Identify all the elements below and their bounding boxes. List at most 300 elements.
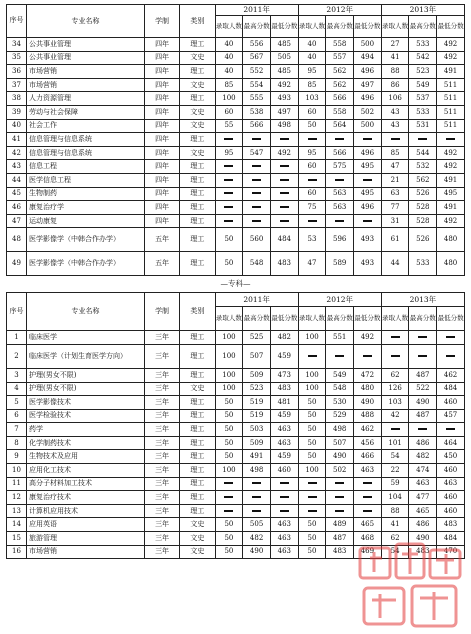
cell-seq: 48	[7, 228, 27, 252]
cell-2013-enrolled: 43	[381, 105, 409, 119]
cell-system: 四年	[144, 146, 179, 160]
cell-category: 文史	[180, 51, 215, 65]
header-enrolled: 录取人数	[381, 16, 409, 38]
dash-mark	[280, 510, 289, 512]
cell-system: 四年	[144, 78, 179, 92]
header-enrolled: 录取人数	[381, 307, 409, 331]
cell-2012-max: 549	[326, 368, 354, 382]
dash-mark	[335, 138, 344, 140]
dash-mark	[280, 192, 289, 194]
cell-2012-min: 462	[354, 423, 382, 437]
cell-2011-enrolled: 60	[215, 105, 243, 119]
table-row	[7, 119, 465, 133]
cell-2011-enrolled	[215, 214, 243, 228]
cell-2013-min: 511	[437, 78, 465, 92]
table-row	[7, 477, 465, 491]
cell-2012-max: 589	[326, 252, 354, 276]
dash-mark	[224, 496, 233, 498]
cell-2011-min: 482	[270, 331, 298, 345]
cell-2013-max: 531	[409, 119, 437, 133]
cell-2011-enrolled: 50	[215, 545, 243, 559]
cell-2013-enrolled: 85	[381, 146, 409, 160]
cell-2011-min: 484	[270, 228, 298, 252]
cell-seq: 1	[7, 331, 27, 345]
cell-2011-min: 492	[270, 146, 298, 160]
cell-2012-max: 548	[326, 382, 354, 396]
cell-2013-min	[437, 133, 465, 147]
cell-2012-enrolled: 60	[298, 187, 326, 201]
cell-2011-max: 498	[243, 464, 271, 478]
cell-2011-min	[270, 504, 298, 518]
cell-2013-min: 492	[437, 214, 465, 228]
cell-2012-min: 456	[354, 436, 382, 450]
cell-2012-min	[354, 133, 382, 147]
cell-2013-min	[437, 423, 465, 437]
cell-2012-max: 490	[326, 450, 354, 464]
table-row	[7, 504, 465, 518]
cell-2011-min: 485	[270, 38, 298, 52]
cell-system: 三年	[144, 368, 179, 382]
cell-2012-min: 493	[354, 252, 382, 276]
cell-seq: 7	[7, 423, 27, 437]
section-separator: —专科—	[220, 279, 251, 289]
table-row	[7, 105, 465, 119]
cell-system: 四年	[144, 65, 179, 79]
cell-2011-min	[270, 477, 298, 491]
header-category: 类别	[180, 5, 215, 38]
cell-2013-min: 450	[437, 450, 465, 464]
cell-2013-max: 474	[409, 464, 437, 478]
cell-seq: 46	[7, 201, 27, 215]
cell-2013-enrolled: 103	[381, 396, 409, 410]
cell-2012-max: 596	[326, 228, 354, 252]
cell-category: 理工	[180, 396, 215, 410]
cell-2011-enrolled: 100	[215, 464, 243, 478]
cell-2012-enrolled: 100	[298, 464, 326, 478]
cell-system: 四年	[144, 119, 179, 133]
cell-2013-max: 533	[409, 252, 437, 276]
cell-2011-enrolled	[215, 133, 243, 147]
cell-2013-min: 462	[437, 368, 465, 382]
cell-2011-max: 538	[243, 105, 271, 119]
cell-2013-max: 486	[409, 518, 437, 532]
cell-2013-enrolled: 31	[381, 214, 409, 228]
cell-2012-enrolled: 75	[298, 201, 326, 215]
cell-2012-enrolled	[298, 214, 326, 228]
cell-2013-max: 465	[409, 504, 437, 518]
dash-mark	[224, 192, 233, 194]
dash-mark	[335, 355, 344, 357]
cell-2011-min	[270, 160, 298, 174]
cell-2011-min: 483	[270, 252, 298, 276]
cell-2013-min: 484	[437, 532, 465, 546]
cell-system: 三年	[144, 344, 179, 368]
cell-2013-max: 562	[409, 173, 437, 187]
header-system: 学制	[144, 5, 179, 38]
cell-2012-min: 463	[354, 464, 382, 478]
header-min-score: 最低分数	[437, 16, 465, 38]
cell-major: 护理(男女不限)	[27, 382, 145, 396]
table-row	[7, 532, 465, 546]
cell-2013-enrolled: 106	[381, 92, 409, 106]
dash-mark	[280, 496, 289, 498]
cell-2012-max: 563	[326, 187, 354, 201]
header-max-score: 最高分数	[243, 16, 271, 38]
dash-mark	[252, 192, 261, 194]
dash-mark	[418, 428, 427, 430]
cell-2012-min	[354, 344, 382, 368]
cell-system: 四年	[144, 214, 179, 228]
cell-2013-min: 492	[437, 51, 465, 65]
cell-category: 理工	[180, 423, 215, 437]
cell-major: 公共事业管理	[27, 51, 145, 65]
cell-2011-enrolled	[215, 160, 243, 174]
cell-category: 理工	[180, 252, 215, 276]
cell-2013-enrolled: 62	[381, 532, 409, 546]
cell-2012-max: 487	[326, 532, 354, 546]
cell-2013-max: 533	[409, 105, 437, 119]
cell-2012-min: 469	[354, 545, 382, 559]
table-row	[7, 423, 465, 437]
cell-major: 医学检验技术	[27, 409, 145, 423]
cell-2011-max: 556	[243, 38, 271, 52]
header-year-2012: 2012年	[298, 5, 381, 16]
table-row	[7, 382, 465, 396]
cell-2012-enrolled	[298, 504, 326, 518]
page	[6, 4, 465, 559]
cell-2013-min: 460	[437, 504, 465, 518]
header-max-score: 最高分数	[409, 16, 437, 38]
cell-2011-max: 525	[243, 331, 271, 345]
cell-2013-min: 491	[437, 201, 465, 215]
cell-2012-min: 465	[354, 518, 382, 532]
cell-2011-max: 509	[243, 368, 271, 382]
dash-mark	[335, 179, 344, 181]
cell-seq: 10	[7, 464, 27, 478]
cell-category: 理工	[180, 331, 215, 345]
cell-system: 三年	[144, 450, 179, 464]
cell-2011-min: 463	[270, 423, 298, 437]
cell-2012-min: 496	[354, 92, 382, 106]
cell-2011-min: 459	[270, 409, 298, 423]
cell-major: 市场营销	[27, 78, 145, 92]
cell-system: 四年	[144, 51, 179, 65]
cell-2011-max: 566	[243, 119, 271, 133]
cell-major: 临床医学（计划生育医学方向）	[27, 344, 145, 368]
cell-2013-min: 480	[437, 228, 465, 252]
cell-2012-min: 496	[354, 201, 382, 215]
cell-2013-min: 460	[437, 396, 465, 410]
table-row	[7, 146, 465, 160]
cell-2012-min	[354, 477, 382, 491]
cell-category: 理工	[180, 368, 215, 382]
cell-2013-max: 528	[409, 201, 437, 215]
cell-system: 三年	[144, 436, 179, 450]
cell-2013-min: 483	[437, 518, 465, 532]
dash-mark	[446, 138, 455, 140]
cell-seq: 8	[7, 436, 27, 450]
cell-system: 五年	[144, 252, 179, 276]
dash-mark	[280, 206, 289, 208]
cell-seq: 36	[7, 65, 27, 79]
cell-system: 四年	[144, 105, 179, 119]
cell-2012-min: 488	[354, 409, 382, 423]
cell-major: 公共事业管理	[27, 38, 145, 52]
cell-2013-max: 533	[409, 38, 437, 52]
cell-category: 理工	[180, 436, 215, 450]
cell-system: 三年	[144, 423, 179, 437]
dash-mark	[363, 179, 372, 181]
dash-mark	[418, 336, 427, 338]
cell-2013-max	[409, 344, 437, 368]
cell-2011-max	[243, 133, 271, 147]
cell-2011-enrolled: 100	[215, 344, 243, 368]
cell-seq: 9	[7, 450, 27, 464]
cell-2011-max: 519	[243, 396, 271, 410]
cell-2013-min: 457	[437, 409, 465, 423]
cell-category: 文史	[180, 382, 215, 396]
dash-mark	[224, 165, 233, 167]
cell-major: 护理(男女不限)	[27, 368, 145, 382]
dash-mark	[224, 206, 233, 208]
cell-category: 理工	[180, 228, 215, 252]
cell-2011-min: 459	[270, 450, 298, 464]
dash-mark	[363, 220, 372, 222]
cell-major: 劳动与社会保障	[27, 105, 145, 119]
dash-mark	[252, 510, 261, 512]
cell-seq: 2	[7, 344, 27, 368]
cell-category: 文史	[180, 119, 215, 133]
cell-2011-enrolled: 50	[215, 396, 243, 410]
cell-2012-enrolled: 50	[298, 396, 326, 410]
dash-mark	[224, 510, 233, 512]
cell-2013-enrolled: 63	[381, 187, 409, 201]
cell-2012-enrolled: 50	[298, 409, 326, 423]
header-enrolled: 录取人数	[215, 307, 243, 331]
cell-2013-max: 487	[409, 409, 437, 423]
dash-mark	[252, 482, 261, 484]
table-row	[7, 187, 465, 201]
cell-seq: 11	[7, 477, 27, 491]
cell-2012-enrolled	[298, 344, 326, 368]
cell-2013-min: 460	[437, 464, 465, 478]
header-year-2013: 2013年	[381, 293, 464, 307]
header-max-score: 最高分数	[326, 307, 354, 331]
cell-major: 医学信息工程	[27, 173, 145, 187]
table-row	[7, 545, 465, 559]
cell-2013-max: 483	[409, 545, 437, 559]
cell-2013-min: 463	[437, 477, 465, 491]
cell-2012-enrolled: 95	[298, 146, 326, 160]
cell-2013-enrolled: 88	[381, 65, 409, 79]
cell-2012-max	[326, 214, 354, 228]
table-body	[7, 331, 465, 559]
cell-2011-min: 498	[270, 119, 298, 133]
cell-2012-max: 489	[326, 518, 354, 532]
dash-mark	[418, 138, 427, 140]
cell-major: 康复治疗技术	[27, 491, 145, 505]
cell-2011-enrolled: 50	[215, 518, 243, 532]
cell-2011-max	[243, 187, 271, 201]
cell-system: 三年	[144, 382, 179, 396]
cell-2011-min: 463	[270, 518, 298, 532]
cell-seq: 39	[7, 105, 27, 119]
table-row	[7, 201, 465, 215]
cell-2011-min: 473	[270, 368, 298, 382]
cell-category: 理工	[180, 201, 215, 215]
cell-2013-max: 532	[409, 160, 437, 174]
cell-2011-min: 481	[270, 396, 298, 410]
cell-2011-max: 548	[243, 252, 271, 276]
table-row	[7, 368, 465, 382]
cell-seq: 38	[7, 92, 27, 106]
cell-2012-min	[354, 491, 382, 505]
cell-2011-max: 560	[243, 228, 271, 252]
cell-2013-enrolled: 62	[381, 368, 409, 382]
cell-2011-min: 460	[270, 464, 298, 478]
cell-2012-enrolled: 50	[298, 545, 326, 559]
dash-mark	[446, 428, 455, 430]
table-row	[7, 450, 465, 464]
cell-2013-max: 522	[409, 382, 437, 396]
cell-2011-max: 507	[243, 344, 271, 368]
cell-2013-min: 511	[437, 92, 465, 106]
cell-2012-max: 502	[326, 464, 354, 478]
dash-mark	[308, 510, 317, 512]
cell-major: 高分子材料加工技术	[27, 477, 145, 491]
dash-mark	[363, 510, 372, 512]
cell-2012-max	[326, 344, 354, 368]
cell-2012-min: 496	[354, 65, 382, 79]
cell-category: 理工	[180, 464, 215, 478]
cell-2012-enrolled: 50	[298, 532, 326, 546]
cell-2011-max	[243, 504, 271, 518]
cell-2012-max	[326, 477, 354, 491]
table-row	[7, 51, 465, 65]
cell-2012-min: 490	[354, 396, 382, 410]
cell-2012-enrolled: 50	[298, 518, 326, 532]
cell-2011-min: 463	[270, 532, 298, 546]
header-year-2012: 2012年	[298, 293, 381, 307]
cell-seq: 49	[7, 252, 27, 276]
cell-system: 四年	[144, 133, 179, 147]
header-year-2013: 2013年	[381, 5, 464, 16]
cell-2013-enrolled: 54	[381, 450, 409, 464]
cell-2011-max: 519	[243, 409, 271, 423]
cell-system: 三年	[144, 504, 179, 518]
cell-system: 四年	[144, 187, 179, 201]
cell-2013-enrolled: 41	[381, 51, 409, 65]
cell-major: 医学影像学（中韩合作办学）	[27, 252, 145, 276]
cell-seq: 34	[7, 38, 27, 52]
cell-2012-max: 483	[326, 545, 354, 559]
cell-2011-enrolled: 100	[215, 382, 243, 396]
cell-2012-enrolled: 47	[298, 252, 326, 276]
cell-2013-min: 491	[437, 65, 465, 79]
cell-2013-max: 549	[409, 78, 437, 92]
cell-2013-max: 486	[409, 436, 437, 450]
cell-2012-enrolled: 50	[298, 119, 326, 133]
cell-2011-enrolled: 40	[215, 51, 243, 65]
cell-2012-max: 562	[326, 78, 354, 92]
cell-2011-enrolled: 50	[215, 252, 243, 276]
cell-major: 应用化工技术	[27, 464, 145, 478]
cell-2012-enrolled	[298, 173, 326, 187]
cell-major: 信息管理与信息系统	[27, 146, 145, 160]
cell-2011-max	[243, 477, 271, 491]
cell-system: 四年	[144, 173, 179, 187]
cell-2013-max: 544	[409, 146, 437, 160]
cell-category: 理工	[180, 491, 215, 505]
header-min-score: 最低分数	[270, 307, 298, 331]
cell-seq: 13	[7, 504, 27, 518]
cell-2013-enrolled: 101	[381, 436, 409, 450]
cell-2011-enrolled	[215, 173, 243, 187]
cell-2012-max	[326, 133, 354, 147]
cell-2011-min	[270, 491, 298, 505]
cell-major: 信息管理与信息系统	[27, 133, 145, 147]
cell-2012-enrolled: 103	[298, 92, 326, 106]
header-system: 学制	[144, 293, 179, 331]
header-enrolled: 录取人数	[215, 16, 243, 38]
dash-mark	[252, 179, 261, 181]
cell-2011-enrolled: 40	[215, 65, 243, 79]
cell-2012-enrolled	[298, 477, 326, 491]
cell-major: 社会工作	[27, 119, 145, 133]
dash-mark	[391, 336, 400, 338]
table-row	[7, 92, 465, 106]
cell-2011-min	[270, 187, 298, 201]
cell-2013-max: 542	[409, 51, 437, 65]
cell-category: 理工	[180, 38, 215, 52]
table-row	[7, 133, 465, 147]
cell-major: 旅游管理	[27, 532, 145, 546]
cell-2012-enrolled: 50	[298, 423, 326, 437]
cell-system: 四年	[144, 38, 179, 52]
cell-2012-enrolled: 95	[298, 65, 326, 79]
cell-seq: 42	[7, 146, 27, 160]
cell-2011-min: 505	[270, 51, 298, 65]
cell-2011-enrolled	[215, 491, 243, 505]
cell-2011-max: 509	[243, 436, 271, 450]
cell-2012-min: 494	[354, 51, 382, 65]
table-row	[7, 160, 465, 174]
header-max-score: 最高分数	[243, 307, 271, 331]
cell-major: 运动康复	[27, 214, 145, 228]
cell-2013-max: 528	[409, 214, 437, 228]
cell-2011-enrolled: 50	[215, 423, 243, 437]
dash-mark	[391, 138, 400, 140]
cell-major: 人力资源管理	[27, 92, 145, 106]
dash-mark	[446, 336, 455, 338]
cell-2013-min: 492	[437, 146, 465, 160]
cell-2011-max: 552	[243, 65, 271, 79]
cell-2013-enrolled	[381, 331, 409, 345]
cell-system: 五年	[144, 228, 179, 252]
cell-2012-min: 468	[354, 532, 382, 546]
cell-seq: 3	[7, 368, 27, 382]
cell-2013-min: 484	[437, 382, 465, 396]
admission-table-junior-college	[6, 292, 465, 559]
cell-2011-min	[270, 133, 298, 147]
cell-seq: 45	[7, 187, 27, 201]
cell-2013-enrolled: 126	[381, 382, 409, 396]
cell-2013-enrolled: 47	[381, 160, 409, 174]
cell-2012-enrolled: 60	[298, 160, 326, 174]
cell-category: 理工	[180, 65, 215, 79]
cell-2013-max: 463	[409, 477, 437, 491]
cell-2012-enrolled: 50	[298, 436, 326, 450]
